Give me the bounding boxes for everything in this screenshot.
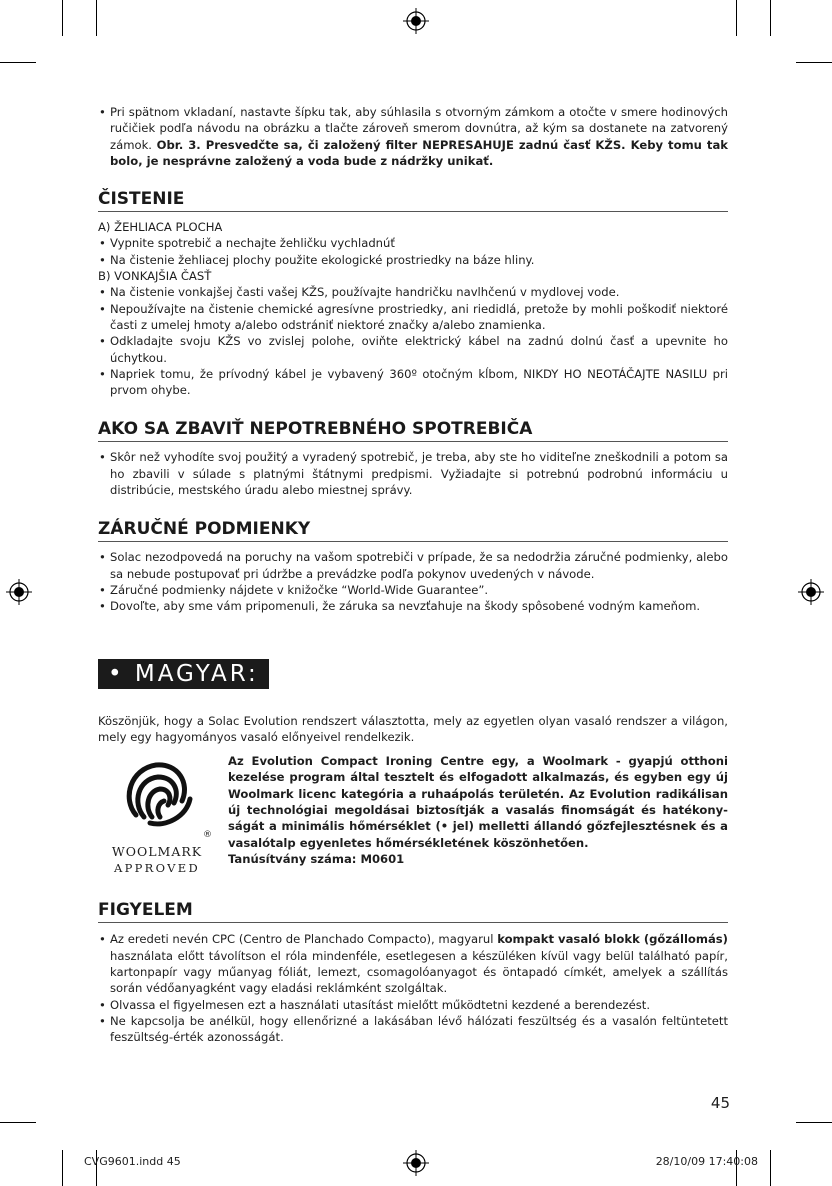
list-item: • Odkladajte svoju KŽS vo zvislej polohe, oviňte elektrický kábel na zadnú dolnú časť a upevnite ho úchytkou. [98, 333, 728, 366]
crop-mark [96, 0, 97, 36]
list-item: • Vypnite spotrebič a nechajte žehličku vychladnúť [98, 235, 728, 251]
page-content [98, 104, 728, 1046]
list-item: • Napriek tomu, že prívodný kábel je vybavený 360º otočným kĺbom, NIKDY HO NEOTÁČAJTE NASILU pri prvom ohybe. [98, 366, 728, 399]
crop-mark [0, 1122, 36, 1123]
intro-bullet-text: Pri spätnom vkladaní, nastavte šípku tak, aby súhlasila s otvorným zámkom a otočte v smere hodinových ručičiek podľa návodu na obrázku a tlačte zároveň smerom dovnútra, až kým sa dostanete na zatvorený zámok. [110, 105, 728, 152]
crop-mark [0, 62, 36, 63]
woolmark-description [228, 753, 728, 876]
list-item-text: Az eredeti nevén CPC (Centro de Planchado Compacto), magyarul [110, 932, 498, 947]
list-item: • Solac nezodpovedá na poruchy na vašom spotrebiči v prípade, že sa nedodržia záručné podmienky, alebo sa nebude postupovať pri údržbe a prevádzke podľa pokynov uvedených v návode. [98, 549, 728, 582]
crop-mark [796, 62, 832, 63]
section-title-figyelem: FIGYELEM [98, 899, 728, 923]
crop-mark [770, 1150, 771, 1186]
crop-mark [62, 1150, 63, 1186]
intro-bullet-bold: Obr. 3. Presvedčte sa, či založený filter NEPRESAHUJE zadnú časť KŽS. Keby tomu tak bolo, je nesprávne založený a voda bude z nádržky unikať. [110, 137, 728, 168]
zarucne-section [98, 549, 728, 614]
intro-bullet [98, 104, 728, 169]
woolmark-icon [116, 753, 198, 833]
woolmark-logo [98, 753, 216, 876]
crop-mark [62, 0, 63, 36]
figyelem-section [98, 931, 728, 1045]
list-item: • Skôr než vyhodíte svoj použitý a vyradený spotrebič, je treba, aby ste ho viditeľne zneškodnili a potom sa ho zbavili v súlade s platnými štátnymi predpismi. Vyžiadajte si potrebnú podrobnú informáciu u distribúcie, mestského úradu alebo miestnej správy. [98, 449, 728, 498]
section-title-zarucne: ZÁRUČNÉ PODMIENKY [98, 518, 728, 542]
zbavit-section [98, 449, 728, 498]
section-title-cistenie: ČISTENIE [98, 188, 728, 212]
list-item-bold: kompakt vasaló blokk (gőzállomás) [497, 932, 728, 947]
registration-mark-icon [403, 8, 429, 34]
section-title-zbavit: AKO SA ZBAVIŤ NEPOTREBNÉHO SPOTREBIČA [98, 418, 728, 442]
footer-date: 28/10/09 17:40:08 [655, 1155, 758, 1168]
woolmark-word: WOOLMARK [111, 844, 203, 860]
list-item [98, 931, 728, 996]
registered-mark: ® [203, 830, 212, 841]
registration-mark-icon [403, 1150, 429, 1176]
certificate-number: Tanúsítvány száma: M0601 [228, 851, 405, 866]
list-item: • Na čistenie vonkajšej časti vašej KŽS, používajte handričku navlhčenú v mydlovej vode. [98, 284, 728, 300]
woolmark-block [98, 753, 728, 876]
list-item: • Záručné podmienky nájdete v knižočke “World-Wide Guarantee”. [98, 582, 728, 598]
list-item: • Nepoužívajte na čistenie chemické agresívne prostriedky, ani riedidlá, pretože by mohli poškodiť niektoré časti z umelej hmoty a/alebo odstrániť niektoré značky a/alebo znamienka. [98, 301, 728, 334]
registration-mark-icon [6, 579, 32, 605]
registration-mark-icon [798, 579, 824, 605]
page-number: 45 [710, 1094, 730, 1112]
magyar-intro: Köszönjük, hogy a Solac Evolution rendszert választotta, mely az egyetlen olyan vasaló rendszer a világon, mely egy hagyományos vasaló előnyeivel rendelkezik. [98, 713, 728, 744]
subheading: A) ŽEHLIACA PLOCHA [98, 220, 223, 235]
list-item: • Na čistenie žehliacej plochy použite ekologické prostriedky na báze hliny. [98, 252, 728, 268]
list-item: • Ne kapcsolja be anélkül, hogy ellenőrizné a lakásában lévő hálózati feszültség és a vasalón feltüntetett feszültség-érték azonosságát. [98, 1013, 728, 1046]
list-item-text: használata előtt távolítson el róla mindenféle, esetlegesen a készüléken kívül vagy belül található papír, kartonpapír vagy műanyag fóliát, lemezt, csomagolóanyagot és öntapadó címkét, amelyek a szállítás során védőanyagként vagy eladási reklámként szolgáltak. [110, 948, 728, 996]
list-item: • Dovoľte, aby sme vám pripomenuli, že záruka sa nevzťahuje na škody spôsobené vodným kameňom. [98, 598, 728, 614]
crop-mark [770, 0, 771, 36]
footer-file: CVG9601.indd 45 [84, 1155, 181, 1168]
crop-mark [736, 0, 737, 36]
subheading: B) VONKAJŠIA ČASŤ [98, 269, 212, 284]
list-item: • Olvassa el figyelmesen ezt a használati utasítást mielőtt működtetni kezdené a berendezést. [98, 997, 728, 1013]
magyar-banner-wrap [98, 659, 728, 689]
crop-mark [796, 1122, 832, 1123]
language-banner: • MAGYAR: [98, 659, 269, 689]
cistenie-section [98, 219, 728, 398]
woolmark-paragraph: Az Evolution Compact Ironing Centre egy, a Woolmark - gyapjú otthoni kezelése program által tesztelt és elfogadott alkalmazás, és egyben egy új Woolmark licenc kategória a ruhaápolás területén. Az Evolution radikálisan új technológiai megoldásai biztosítják a vasalás finomságát és hatékony-ságát a minimális hőmérséklet (• jel) melletti állandó gőzfejlesztésnek és a vasalótalp egyenletes hőmérsékletének köszönhetően. [228, 754, 728, 850]
approved-word: APPROVED [114, 861, 200, 876]
